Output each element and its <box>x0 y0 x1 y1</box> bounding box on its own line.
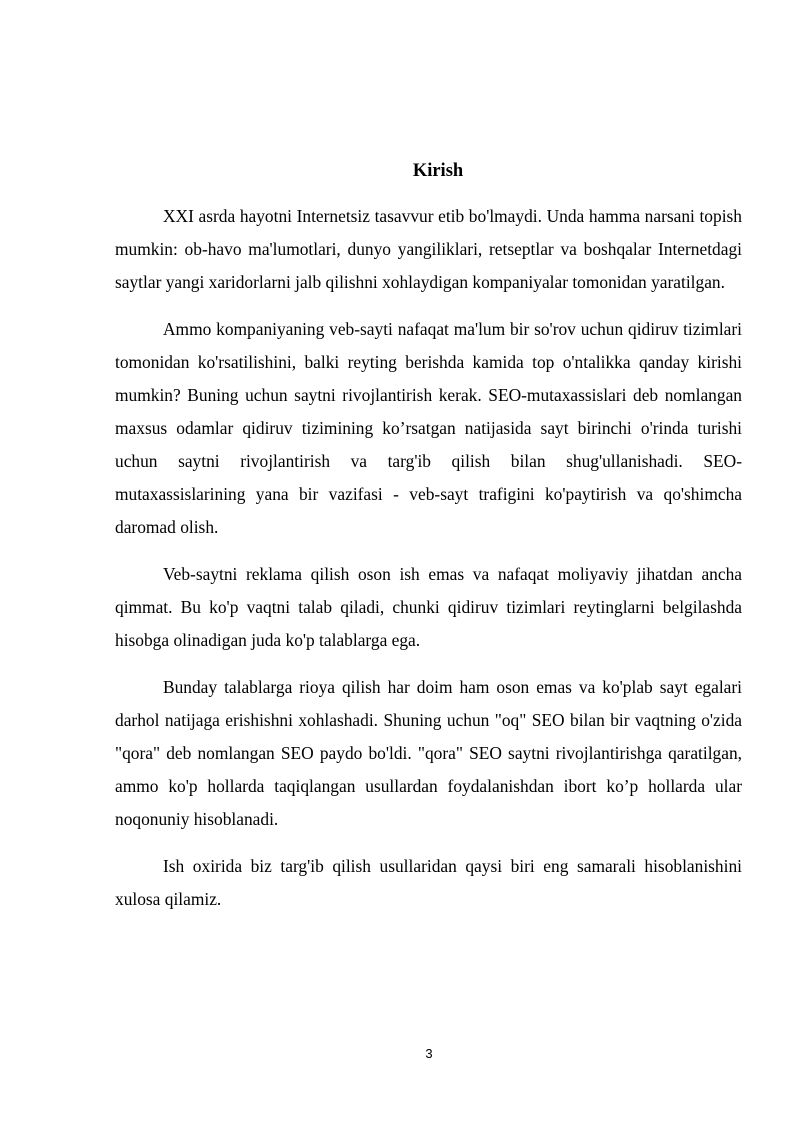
paragraph-2: Ammo kompaniyaning veb-sayti nafaqat ma'lum bir so'rov uchun qidiruv tizimlari tomonidan ko'rsatilishini, balki reyting berishda kamida top o'ntalikka qanday kirishi mumkin? Buning uchun saytni rivojlantirish kerak. SEO-mutaxassislari deb nomlangan maxsus odamlar qidiruv tizimining ko’rsatgan natijasida sayt birinchi o'rinda turishi uchun saytni rivojlantirish va targ'ib qilish bilan shug'ullanishadi. SEO-mutaxassislarining yana bir vazifasi - veb-sayt trafigini ko'paytirish va qo'shimcha daromad olish. <box>115 319 742 537</box>
paragraph-4: Bunday talablarga rioya qilish har doim ham oson emas va ko'plab sayt egalari darhol natijaga erishishni xohlashadi. Shuning uchun "oq" SEO bilan bir vaqtning o'zida "qora" deb nomlangan SEO paydo bo'ldi. "qora" SEO saytni rivojlantirishga qaratilgan, ammo ko'p hollarda taqiqlangan usullardan foydalanishdan ibort ko’p hollarda ular noqonuniy hisoblanadi. <box>115 677 742 829</box>
paragraph-5: Ish oxirida biz targ'ib qilish usullaridan qaysi biri eng samarali hisoblanishini xulosa qilamiz. <box>115 856 742 909</box>
page-number: 3 <box>425 1046 433 1061</box>
body-text <box>115 200 742 930</box>
paragraph-3: Veb-saytni reklama qilish oson ish emas va nafaqat moliyaviy jihatdan ancha qimmat. Bu ko'p vaqtni talab qiladi, chunki qidiruv tizimlari reytinglarni belgilashda hisobga olinadigan juda ko'p talablarga ega. <box>115 564 742 650</box>
paragraph-1: XXI asrda hayotni Internetsiz tasavvur etib bo'lmaydi. Unda hamma narsani topish mumkin: ob-havo ma'lumotlari, dunyo yangiliklari, retseptlar va boshqalar Internetdagi saytlar yangi xaridorlarni jalb qilishni xohlaydigan kompaniyalar tomonidan yaratilgan. <box>115 206 742 292</box>
section-heading: Kirish <box>412 161 464 181</box>
